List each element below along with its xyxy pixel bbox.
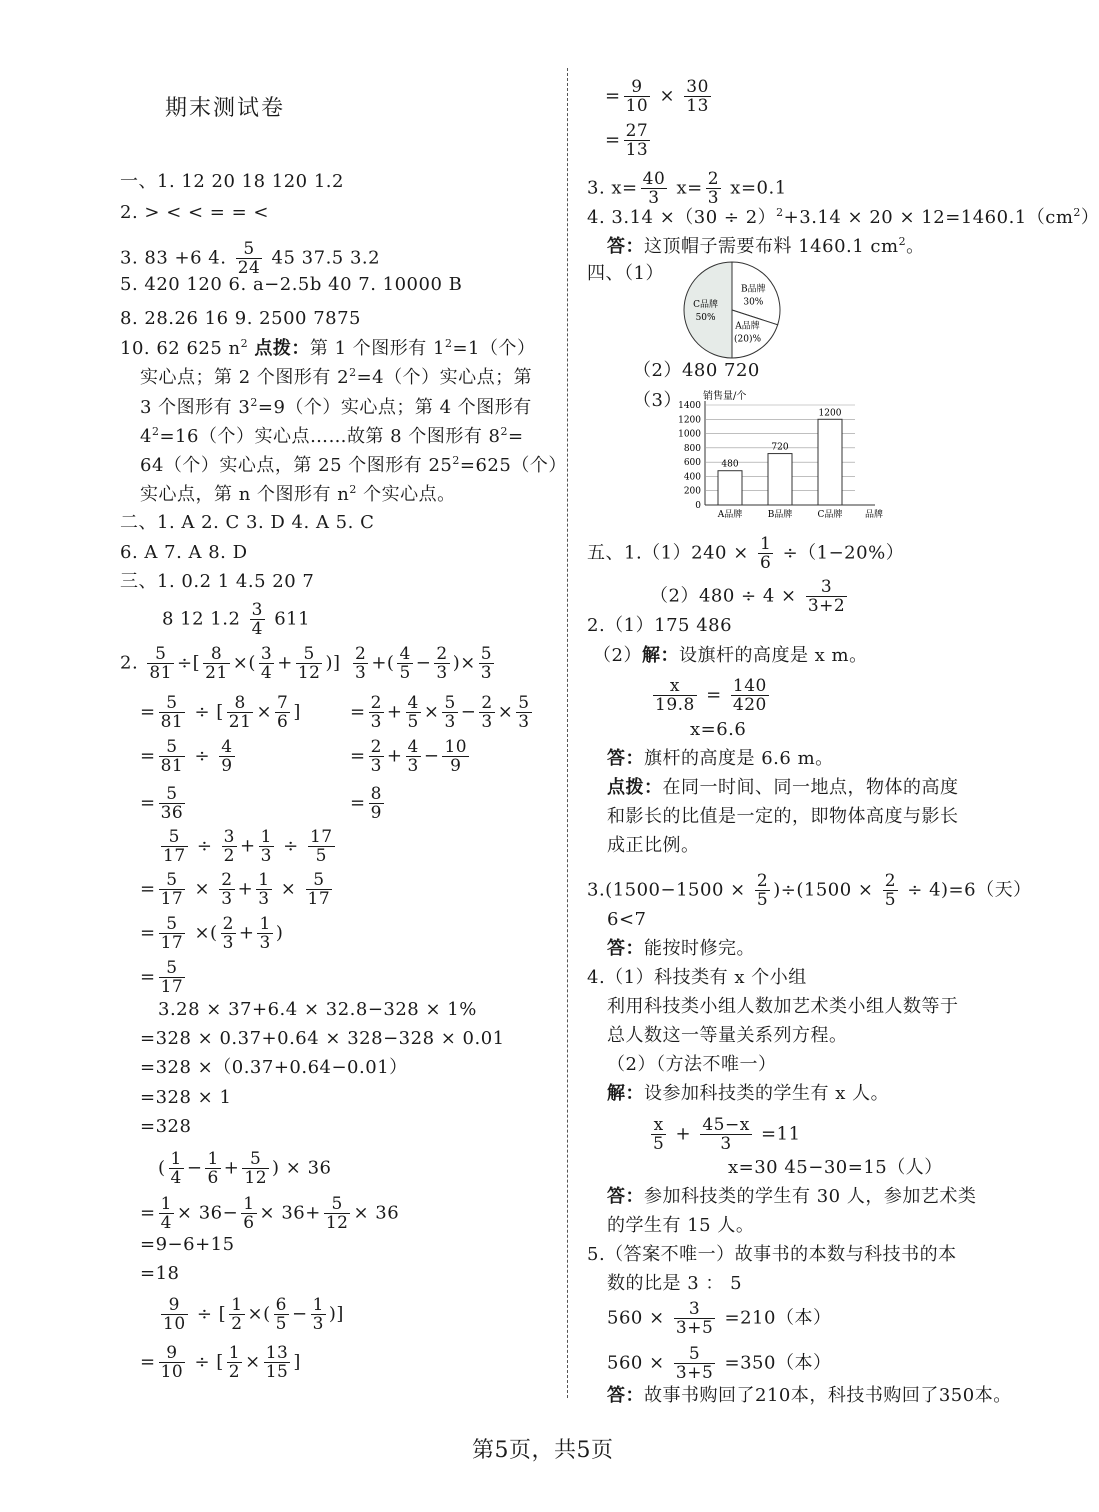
label-bold: 答：: [607, 236, 644, 257]
superscript: 2: [349, 483, 357, 496]
answer-line: 560 × $\frac{3}{3+5}$ =210（本）: [607, 1299, 832, 1338]
fraction: $\frac{1}{4}$: [170, 1149, 182, 1188]
answer-line: 答：故事书购回了210本，科技书购回了350本。: [607, 1385, 1012, 1406]
fraction: $\frac{5}{17}$: [163, 827, 186, 866]
answer-line: 解：设参加科技类的学生有 x 人。: [607, 1083, 890, 1104]
answer-line: = $\frac{2}{3}$ + $\frac{4}{5}$ × $\frac{5}{3}$ − $\frac{2}{3}$ × $\frac{5}{3}$: [350, 693, 530, 732]
superscript: 2: [349, 366, 357, 379]
y-tick-label: 1000: [678, 429, 701, 440]
answer-line: 6. A 7. A 8. D: [120, 542, 248, 563]
fraction: $\frac{2}{5}$: [884, 871, 897, 910]
fraction: $\frac{40}{3}$: [642, 169, 666, 208]
fraction: $\frac{5}{36}$: [160, 784, 184, 823]
superscript: 2: [776, 206, 784, 219]
answer-line: 3.28 × 37+6.4 × 32.8−328 × 1%: [158, 999, 477, 1020]
answer-line: （3）: [633, 390, 682, 411]
fraction: $\frac{3}{4}$: [260, 644, 273, 683]
label-bold: 解：: [641, 645, 679, 666]
fraction: $\frac{2}{3}$: [221, 870, 233, 909]
fraction: $\frac{3}{2}$: [223, 827, 235, 866]
bar-value-label: 1200: [818, 408, 842, 419]
fraction: $\frac{1}{2}$: [228, 1343, 241, 1382]
fraction: $\frac{5}{3}$: [518, 693, 530, 732]
fraction: $\frac{1}{3}$: [312, 1295, 324, 1334]
answer-line: 64（个）实心点，第 25 个图形有 $25^2=625$（个）: [140, 454, 567, 476]
answer-line: 3. 83 +6 4. $\frac{5}{24}$ 45 37.5 3.2: [120, 239, 381, 278]
fraction: $\frac{3}{4}$: [251, 600, 263, 639]
answer-line: =328 ×（0.37+0.64−0.01）: [140, 1057, 408, 1078]
fraction: $\frac{5}{24}$: [237, 239, 261, 278]
fraction: $\frac{5}{3}$: [444, 693, 456, 732]
superscript: 2: [151, 425, 160, 438]
label-bold: 答：: [607, 748, 644, 769]
answer-line: （2）480 720: [633, 360, 760, 381]
superscript: 2: [1073, 206, 1081, 219]
superscript: 2: [500, 425, 509, 438]
fraction: $\frac{8}{21}$: [205, 644, 228, 683]
answer-line: 利用科技类小组人数加艺术类小组人数等于: [607, 996, 959, 1017]
answer-line: （2）解：设旗杆的高度是 x m。: [593, 645, 868, 666]
fraction: $\frac{45-x}{3}$: [702, 1115, 750, 1154]
answer-line: 和影长的比值是一定的，即物体高度与影长: [607, 806, 959, 827]
answer-line: 3 个图形有 $3^2=9$（个）实心点；第 4 个图形有: [140, 396, 532, 418]
answer-line: 3. x= $\frac{40}{3}$ x= $\frac{2}{3}$ x=0.1: [587, 169, 787, 208]
fraction: $\frac{17}{5}$: [309, 827, 333, 866]
x-tick-label: C品牌: [817, 510, 843, 520]
label-bold: 答：: [607, 1186, 644, 1207]
fraction: $\frac{5}{17}$: [307, 870, 331, 909]
fraction: $\frac{2}{3}$: [370, 737, 382, 776]
pie-percent: (20)%: [734, 334, 762, 345]
answer-line: =328 × 0.37+0.64 × 328−328 × 0.01: [140, 1028, 505, 1049]
page-footer: 第5页，共5页: [472, 1438, 614, 1463]
fraction: $\frac{5}{12}$: [325, 1194, 349, 1233]
fraction: $\frac{5}{17}$: [160, 870, 184, 909]
superscript: 2: [452, 454, 460, 467]
answer-line: （2）（方法不唯一）: [607, 1054, 777, 1075]
fraction: $\frac{4}{9}$: [221, 737, 233, 776]
bar-value-label: 720: [771, 442, 789, 453]
fraction: $\frac{1}{6}$: [243, 1194, 255, 1233]
y-tick-label: 400: [683, 472, 701, 483]
answer-line: 的学生有 15 人。: [607, 1215, 755, 1236]
pie-percent: 30%: [743, 297, 764, 308]
pie-slice: [684, 262, 732, 358]
y-tick-label: 1200: [678, 415, 701, 426]
chart-xlabel: 品牌: [865, 510, 884, 520]
fraction: $\frac{140}{420}$: [732, 676, 767, 715]
bar: [768, 454, 792, 505]
fraction: $\frac{5}{12}$: [244, 1149, 268, 1188]
answer-line: 6<7: [607, 909, 647, 930]
y-tick-label: 600: [683, 458, 701, 469]
fraction: $\frac{10}{9}$: [444, 737, 468, 776]
fraction: $\frac{2}{3}$: [355, 644, 367, 683]
answer-line: 总人数这一等量关系列方程。: [607, 1025, 848, 1046]
x-tick-label: B品牌: [767, 510, 793, 520]
fraction: $\frac{5}{3}$: [480, 644, 493, 683]
fraction: $\frac{2}{3}$: [481, 693, 493, 732]
answer-line: 一、1. 12 20 18 120 1.2: [120, 171, 344, 192]
y-tick-label: 0: [695, 501, 701, 511]
fraction: $\frac{7}{6}$: [277, 693, 289, 732]
answer-line: $\frac{2}{3}$ +( $\frac{4}{5}$ − $\frac{2}{3}$ )× $\frac{5}{3}$: [355, 644, 493, 683]
answer-line: 四、（1）: [587, 263, 664, 284]
answer-line: 答：能按时修完。: [607, 938, 755, 959]
fraction: $\frac{1}{3}$: [260, 827, 272, 866]
label-bold: 解：: [607, 1083, 644, 1104]
bar-value-label: 480: [721, 459, 739, 470]
answer-line: 3.(1500−1500 × $\frac{2}{5}$ )÷(1500 × $\frac{2}{5}$ ÷ 4)=6（天）: [587, 871, 1032, 910]
answer-line: 2. $\frac{5}{81}$ ÷[ $\frac{8}{21}$ ×( $\frac{3}{4}$ + $\frac{5}{12}$ )]: [120, 644, 341, 683]
answer-line: = $\frac{5}{36}$: [140, 784, 184, 823]
fraction: $\frac{6}{5}$: [275, 1295, 287, 1334]
answer-line: = $\frac{5}{81}$ ÷ [ $\frac{8}{21}$ × $\frac{7}{6}$ ]: [140, 693, 301, 732]
fraction: $\frac{1}{3}$: [259, 914, 271, 953]
label-bold: 答：: [607, 1385, 644, 1406]
fraction: $\frac{5}{3+5}$: [675, 1344, 714, 1383]
answer-line: 5.（答案不唯一）故事书的本数与科技书的本: [587, 1244, 957, 1265]
answer-line: = $\frac{5}{17}$ ×( $\frac{2}{3}$ + $\frac{1}{3}$ ): [140, 914, 284, 953]
answer-line: 成正比例。: [607, 835, 700, 856]
y-tick-label: 800: [683, 443, 701, 454]
fraction: $\frac{2}{3}$: [436, 644, 448, 683]
answer-line: 点拨：在同一时间、同一地点，物体的高度: [607, 777, 959, 798]
fraction: $\frac{3}{3+5}$: [675, 1299, 714, 1338]
answer-line: = $\frac{9}{10}$ ÷ [ $\frac{1}{2}$ × $\frac{13}{15}$ ]: [140, 1343, 301, 1382]
answer-line: ( $\frac{1}{4}$ − $\frac{1}{6}$ + $\frac{5}{12}$ ) × 36: [158, 1149, 332, 1188]
fraction: $\frac{13}{15}$: [265, 1343, 289, 1382]
fraction: $\frac{5}{81}$: [149, 644, 173, 683]
answer-line: = $\frac{5}{81}$ ÷ $\frac{4}{9}$: [140, 737, 233, 776]
fraction: $\frac{2}{3}$: [707, 169, 720, 208]
fraction: $\frac{1}{4}$: [160, 1194, 172, 1233]
fraction: $\frac{8}{21}$: [228, 693, 252, 732]
x-tick-label: A品牌: [717, 510, 743, 520]
fraction: $\frac{4}{5}$: [407, 693, 419, 732]
fraction: $\frac{5}{12}$: [297, 644, 321, 683]
fraction: $\frac{x}{19.8}$: [655, 676, 695, 715]
answer-line: x=30 45−30=15（人）: [728, 1157, 943, 1178]
bar: [718, 471, 742, 505]
answer-line: 二、1. A 2. C 3. D 4. A 5. C: [120, 512, 375, 533]
fraction: $\frac{2}{3}$: [370, 693, 382, 732]
fraction: $\frac{2}{5}$: [756, 871, 769, 910]
fraction: $\frac{8}{9}$: [370, 784, 382, 823]
answer-line: = $\frac{27}{13}$: [605, 121, 649, 160]
pie-label: C品牌: [693, 300, 719, 310]
fraction: $\frac{5}{17}$: [160, 958, 184, 997]
answer-line: 实心点；第 2 个图形有 $2^2=4$（个）实心点；第: [140, 366, 533, 388]
answer-line: （2）480 ÷ 4 × $\frac{3}{3+2}$: [650, 577, 846, 616]
page-title: 期末测试卷: [165, 96, 286, 121]
answer-line: 2.（1）175 486: [587, 615, 733, 636]
label-bold: 点拨：: [254, 338, 310, 359]
answer-line: = $\frac{5}{17}$ × $\frac{2}{3}$ + $\frac{1}{3}$ × $\frac{5}{17}$: [140, 870, 331, 909]
answer-line: 实心点，第 n 个图形有 $n^2$ 个实心点。: [140, 483, 456, 505]
answer-line: =9−6+15: [140, 1234, 235, 1255]
fraction: $\frac{5}{81}$: [160, 693, 184, 732]
fraction: $\frac{x}{5}$: [653, 1115, 665, 1154]
column-divider: [567, 68, 568, 1398]
answer-line: $\frac{9}{10}$ ÷ [ $\frac{1}{2}$ ×( $\frac{6}{5}$ − $\frac{1}{3}$ )]: [163, 1295, 344, 1334]
answer-line: 5. 420 120 6. a−2.5b 40 7. 10000 B: [120, 274, 463, 295]
fraction: $\frac{2}{3}$: [222, 914, 234, 953]
answer-line: = $\frac{9}{10}$ × $\frac{30}{13}$: [605, 77, 709, 116]
pie-label: A品牌: [735, 321, 760, 332]
pie-label: B品牌: [741, 284, 766, 295]
answer-line: =328 × 1: [140, 1087, 232, 1108]
fraction: $\frac{1}{6}$: [207, 1149, 219, 1188]
answer-line: 4.（1）科技类有 x 个小组: [587, 967, 807, 988]
y-tick-label: 200: [683, 486, 701, 497]
fraction: $\frac{9}{10}$: [163, 1295, 186, 1334]
fraction: $\frac{1}{3}$: [258, 870, 270, 909]
bar-chart: [655, 390, 885, 525]
answer-line: 10. 62 625 $n^2$ 点拨：第 1 个图形有 $1^2=1$（个）: [120, 337, 536, 359]
fraction: $\frac{1}{6}$: [760, 534, 772, 573]
answer-line: $\frac{x}{19.8}$ = $\frac{140}{420}$: [655, 676, 767, 715]
superscript: 2: [444, 337, 453, 350]
answer-line: = $\frac{8}{9}$: [350, 784, 382, 823]
answer-line: 2. > < < = = <: [120, 202, 269, 223]
answer-line: 五、1.（1）240 × $\frac{1}{6}$ ÷（1−20%）: [587, 534, 905, 573]
answer-line: 4. $3.14 \times(30 \div 2)^2+3.14 \times 20 \times 12=1460.1(cm^2)$: [587, 206, 1099, 228]
answer-line: 8. 28.26 16 9. 2500 7875: [120, 308, 362, 329]
answer-line: 数的比是 3 ： 5: [607, 1273, 743, 1294]
answer-line: 560 × $\frac{5}{3+5}$ =350（本）: [607, 1344, 832, 1383]
answer-line: = $\frac{2}{3}$ + $\frac{4}{3}$ − $\frac{10}{9}$: [350, 737, 468, 776]
answer-line: $\frac{5}{17}$ ÷ $\frac{3}{2}$ + $\frac{1}{3}$ ÷ $\frac{17}{5}$: [163, 827, 333, 866]
label-bold: 答：: [607, 938, 644, 959]
answer-line: $\frac{x}{5}$ + $\frac{45-x}{3}$ =11: [653, 1115, 801, 1154]
fraction: $\frac{5}{17}$: [160, 914, 184, 953]
pie-chart: [677, 255, 787, 365]
bar: [818, 419, 842, 505]
fraction: $\frac{4}{3}$: [407, 737, 419, 776]
label-bold: 点拨：: [607, 777, 663, 798]
fraction: $\frac{27}{13}$: [625, 121, 649, 160]
fraction: $\frac{30}{13}$: [686, 77, 709, 116]
fraction: $\frac{9}{10}$: [625, 77, 649, 116]
fraction: $\frac{3}{3+2}$: [807, 577, 846, 616]
fraction: $\frac{5}{81}$: [160, 737, 184, 776]
answer-line: x=6.6: [690, 719, 747, 740]
superscript: 2: [240, 337, 249, 350]
fraction: $\frac{4}{5}$: [399, 644, 411, 683]
answer-line: $4^2=16$（个）实心点……故第 8 个图形有 $8^2=$: [140, 425, 524, 447]
answer-line: 8 12 1.2 $\frac{3}{4}$ 611: [162, 600, 311, 639]
y-tick-label: 1400: [678, 401, 701, 411]
chart-ylabel: 销售量/个: [703, 391, 747, 402]
pie-percent: 50%: [695, 313, 716, 323]
answer-line: =18: [140, 1263, 180, 1284]
answer-line: 答：参加科技类的学生有 30 人，参加艺术类: [607, 1186, 977, 1207]
fraction: $\frac{9}{10}$: [160, 1343, 184, 1382]
answer-line: =328: [140, 1116, 192, 1137]
fraction: $\frac{1}{2}$: [231, 1295, 243, 1334]
answer-line: 答：旗杆的高度是 6.6 m。: [607, 748, 834, 769]
superscript: 2: [898, 235, 907, 248]
answer-line: = $\frac{5}{17}$: [140, 958, 184, 997]
answer-line: 答：这顶帽子需要布料 1460.1 $cm^2$。: [607, 235, 925, 257]
superscript: 2: [250, 396, 258, 409]
answer-line: = $\frac{1}{4}$ × 36− $\frac{1}{6}$ × 36+ $\frac{5}{12}$ × 36: [140, 1194, 400, 1233]
answer-line: 三、1. 0.2 1 4.5 20 7: [120, 571, 315, 592]
